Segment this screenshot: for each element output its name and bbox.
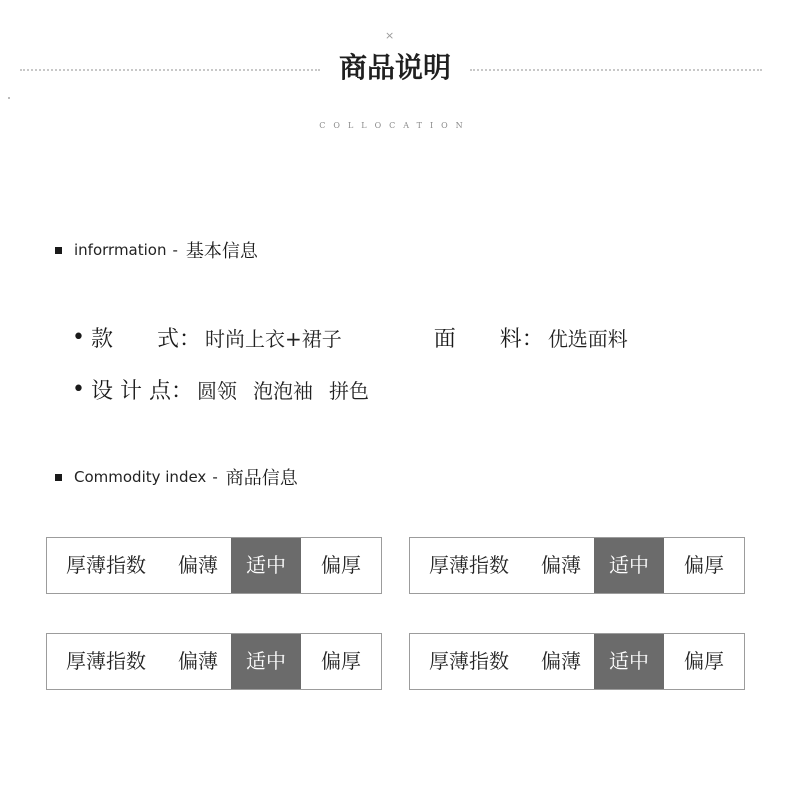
- commodity-index-heading: [55, 463, 298, 491]
- info-value-design-3: 拼色: [329, 378, 369, 403]
- index-option-thick: 偏厚: [321, 649, 361, 673]
- commodity-index-heading-en: Commodity index: [74, 468, 207, 486]
- thickness-index-table: [409, 633, 745, 690]
- index-option-medium-selected: 适中: [594, 538, 664, 593]
- page-subtitle: COLLOCATION: [319, 121, 471, 130]
- info-colon: ：: [521, 326, 544, 352]
- index-option-medium-selected: 适中: [594, 634, 664, 689]
- basic-info-heading-sep: -: [172, 241, 178, 259]
- page-title: 商品说明: [338, 51, 451, 84]
- index-option-medium-selected: 适中: [231, 538, 301, 593]
- basic-info-heading-en: inforrmation: [74, 241, 167, 259]
- index-option-thick: 偏厚: [684, 649, 724, 673]
- index-name: 厚薄指数: [66, 649, 146, 673]
- basic-info-heading-cn: 基本信息: [185, 241, 258, 262]
- index-option-thick: 偏厚: [321, 553, 361, 577]
- close-mark-icon: ×: [385, 29, 395, 42]
- commodity-index-heading-sep: -: [212, 468, 218, 486]
- info-row-design: [72, 372, 369, 406]
- index-option-medium-selected: 适中: [231, 634, 301, 689]
- square-bullet-icon: [55, 474, 62, 481]
- bullet-icon: •: [72, 324, 85, 350]
- decorative-dot: [8, 97, 10, 99]
- thickness-index-table: [46, 537, 382, 594]
- title-divider-left: [20, 69, 320, 71]
- info-row-style: [72, 320, 628, 354]
- index-option-thin: 偏薄: [178, 649, 218, 673]
- index-name: 厚薄指数: [66, 553, 146, 577]
- square-bullet-icon: [55, 247, 62, 254]
- info-label-fabric: 面 料: [433, 326, 522, 352]
- index-option-thin: 偏薄: [541, 649, 581, 673]
- commodity-index-heading-cn: 商品信息: [225, 468, 298, 489]
- basic-info-heading: [55, 236, 258, 264]
- index-name: 厚薄指数: [429, 649, 509, 673]
- thickness-index-table: [46, 633, 382, 690]
- bullet-icon: •: [72, 376, 85, 402]
- info-value-style: 时尚上衣+裙子: [205, 326, 342, 351]
- index-option-thick: 偏厚: [684, 553, 724, 577]
- title-row: [20, 48, 762, 88]
- thickness-index-table: [409, 537, 745, 594]
- index-option-thin: 偏薄: [178, 553, 218, 577]
- info-colon: ：: [170, 378, 193, 404]
- info-colon: ：: [179, 326, 202, 352]
- index-name: 厚薄指数: [429, 553, 509, 577]
- info-value-design-1: 圆领: [197, 378, 237, 403]
- index-option-thin: 偏薄: [541, 553, 581, 577]
- info-label-style: 款 式: [90, 326, 179, 352]
- info-label-design: 设 计 点: [90, 378, 171, 404]
- title-divider-right: [470, 69, 762, 71]
- info-value-fabric: 优选面料: [547, 326, 628, 351]
- info-value-design-2: 泡泡袖: [253, 378, 313, 403]
